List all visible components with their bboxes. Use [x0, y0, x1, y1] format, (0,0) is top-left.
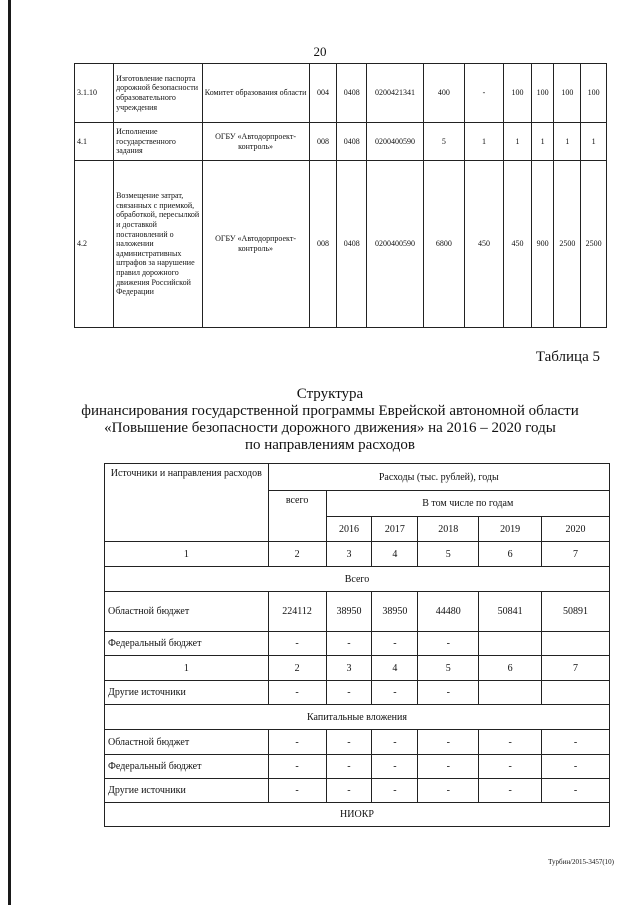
column-number: 5 [418, 656, 479, 681]
row-value: 50841 [479, 592, 542, 632]
table-row [75, 161, 607, 328]
table-row [105, 779, 610, 803]
row-value: - [372, 779, 418, 803]
column-number: 1 [105, 656, 269, 681]
row-description: Исполнение государственного задания [114, 123, 202, 161]
row-code: 0200400590 [367, 161, 424, 328]
row-value: 1 [581, 123, 607, 161]
row-value: - [542, 730, 610, 755]
table-header-row [105, 464, 610, 491]
row-value: - [268, 632, 326, 656]
column-number: 1 [105, 542, 269, 567]
row-value: 38950 [326, 592, 372, 632]
row-value: 450 [464, 161, 503, 328]
row-number: 4.1 [75, 123, 114, 161]
row-value: - [268, 730, 326, 755]
table-row [105, 755, 610, 779]
row-value: 1 [531, 123, 554, 161]
header-year: 2017 [372, 517, 418, 542]
row-value: 1 [464, 123, 503, 161]
row-number: 4.2 [75, 161, 114, 328]
column-number: 4 [372, 656, 418, 681]
row-label: Другие источники [105, 681, 269, 705]
row-description: Изготовление паспорта дорожной безопасности образовательного учреждения [114, 64, 202, 123]
column-numbers-row [105, 656, 610, 681]
row-value: - [326, 681, 372, 705]
row-value: - [479, 779, 542, 803]
row-value: - [326, 755, 372, 779]
column-number: 6 [479, 542, 542, 567]
row-label: Федеральный бюджет [105, 755, 269, 779]
row-value: 224112 [268, 592, 326, 632]
row-value: 450 [504, 161, 532, 328]
row-value: - [418, 681, 479, 705]
title-line: финансирования государственной программы Еврейской автономной области [81, 403, 579, 419]
page-number: 20 [313, 44, 327, 59]
column-number: 5 [418, 542, 479, 567]
column-number: 3 [326, 656, 372, 681]
table-row [75, 64, 607, 123]
row-value: 100 [554, 64, 581, 123]
row-value: - [372, 681, 418, 705]
row-code: 0408 [337, 64, 367, 123]
row-value: 100 [581, 64, 607, 123]
row-label: Федеральный бюджет [105, 632, 269, 656]
header-year: 2018 [418, 517, 479, 542]
header-year: 2019 [479, 517, 542, 542]
row-value: - [268, 681, 326, 705]
row-value: - [418, 730, 479, 755]
row-value: - [418, 779, 479, 803]
section-capital: Капитальные вложения [105, 705, 610, 730]
row-value: - [479, 755, 542, 779]
table-title [60, 386, 600, 454]
header-expenses: Расходы (тыс. рублей), годы [268, 464, 609, 491]
section-row [105, 705, 610, 730]
row-value: - [268, 779, 326, 803]
column-number: 2 [268, 542, 326, 567]
row-value: - [326, 779, 372, 803]
row-value: 2500 [581, 161, 607, 328]
section-row [105, 567, 610, 592]
title-line: по направлениям расходов [244, 437, 415, 453]
row-organization: ОГБУ «Автодорпроект-контроль» [202, 123, 309, 161]
table-row [105, 592, 610, 632]
column-number: 6 [479, 656, 542, 681]
header-sources: Источники и направления расходов [105, 464, 269, 542]
row-total: 5 [423, 123, 464, 161]
title-line: Структура [296, 386, 364, 402]
row-code: 0200400590 [367, 123, 424, 161]
row-value: 38950 [372, 592, 418, 632]
row-number: 3.1.10 [75, 64, 114, 123]
table-row [75, 123, 607, 161]
row-organization: ОГБУ «Автодорпроект-контроль» [202, 161, 309, 328]
section-niokr: НИОКР [105, 803, 610, 827]
row-value [542, 632, 610, 656]
table-row [105, 681, 610, 705]
row-value: - [418, 632, 479, 656]
table-row [105, 632, 610, 656]
row-value: 1 [554, 123, 581, 161]
row-value [479, 681, 542, 705]
title-line: «Повышение безопасности дорожного движения» на 2016 – 2020 годы [104, 420, 556, 436]
row-value: - [542, 779, 610, 803]
row-code: 008 [309, 161, 337, 328]
row-value: - [479, 730, 542, 755]
row-label: Областной бюджет [105, 730, 269, 755]
column-number: 3 [326, 542, 372, 567]
section-total: Всего [105, 567, 610, 592]
row-value: - [268, 755, 326, 779]
header-year: 2016 [326, 517, 372, 542]
column-numbers-row [105, 542, 610, 567]
row-organization: Комитет образования области [202, 64, 309, 123]
row-description: Возмещение затрат, связанных с приемкой, обработкой, пересылкой и доставкой постановлений о наложении административных штрафов за нарушение правил дорожного движения Российской Федерации [114, 161, 202, 328]
row-label: Другие источники [105, 779, 269, 803]
column-number: 7 [542, 542, 610, 567]
row-value: 100 [504, 64, 532, 123]
row-value: 50891 [542, 592, 610, 632]
column-number: 2 [268, 656, 326, 681]
row-value: 900 [531, 161, 554, 328]
row-code: 004 [309, 64, 337, 123]
measures-table [74, 63, 607, 328]
row-value: 100 [531, 64, 554, 123]
header-by-years: В том числе по годам [326, 491, 609, 517]
row-total: 400 [423, 64, 464, 123]
row-value: - [418, 755, 479, 779]
financing-table [104, 463, 610, 827]
row-value: - [372, 632, 418, 656]
footer-reference: Турбин/2015-3457(10) [548, 858, 614, 866]
row-code: 0408 [337, 161, 367, 328]
row-value: 44480 [418, 592, 479, 632]
row-value: - [372, 755, 418, 779]
row-code: 008 [309, 123, 337, 161]
row-value: - [326, 632, 372, 656]
row-value: - [542, 755, 610, 779]
row-value: 2500 [554, 161, 581, 328]
row-value: - [326, 730, 372, 755]
row-value [479, 632, 542, 656]
row-value: - [464, 64, 503, 123]
row-total: 6800 [423, 161, 464, 328]
section-row [105, 803, 610, 827]
table-label: Таблица 5 [535, 349, 600, 365]
row-value: 1 [504, 123, 532, 161]
table-row [105, 730, 610, 755]
column-number: 4 [372, 542, 418, 567]
row-value [542, 681, 610, 705]
header-year: 2020 [542, 517, 610, 542]
row-code: 0408 [337, 123, 367, 161]
column-number: 7 [542, 656, 610, 681]
page-left-edge-bar [8, 0, 11, 905]
row-value: - [372, 730, 418, 755]
header-total: всего [268, 491, 326, 542]
row-label: Областной бюджет [105, 592, 269, 632]
row-code: 0200421341 [367, 64, 424, 123]
